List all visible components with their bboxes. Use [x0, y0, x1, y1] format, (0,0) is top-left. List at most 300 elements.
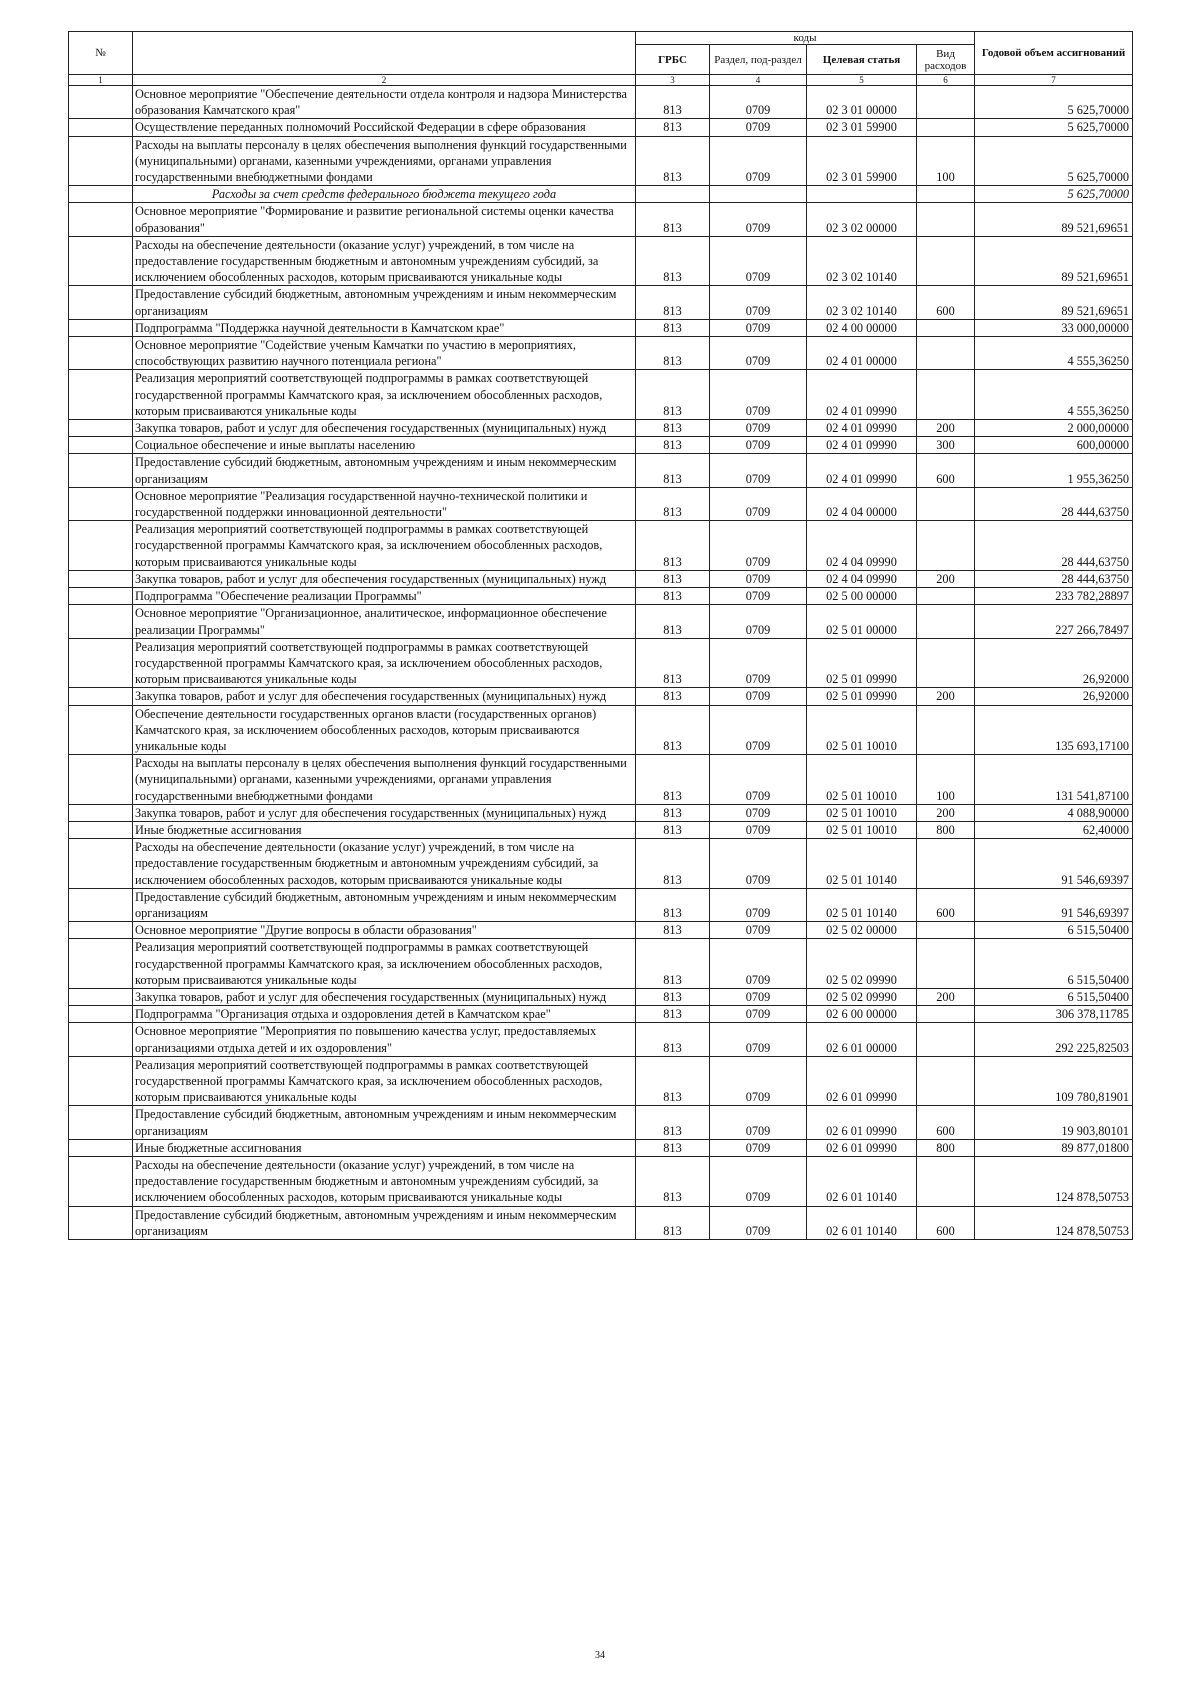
expense-name-cell: Реализация мероприятий соответствующей подпрограммы в рамках соответствующей государственной программы Камчатского края, за исключением обособленных расходов, которым присваиваются уникальные коды	[133, 638, 636, 688]
expense-name-cell: Социальное обеспечение и иные выплаты населению	[133, 437, 636, 454]
grbs-cell: 813	[636, 588, 710, 605]
row-number-cell	[69, 605, 133, 638]
target-article-cell: 02 6 01 00000	[807, 1023, 917, 1056]
expense-name-cell: Реализация мероприятий соответствующей подпрограммы в рамках соответствующей государственной программы Камчатского края, за исключением обособленных расходов, которым присваиваются уникальные коды	[133, 370, 636, 420]
amount-cell: 600,00000	[975, 437, 1133, 454]
expense-name-cell: Закупка товаров, работ и услуг для обеспечения государственных (муниципальных) нужд	[133, 420, 636, 437]
expense-name-cell: Подпрограмма "Поддержка научной деятельности в Камчатском крае"	[133, 319, 636, 336]
row-number-cell	[69, 939, 133, 989]
section-cell: 0709	[710, 804, 807, 821]
amount-cell: 4 555,36250	[975, 337, 1133, 370]
expense-name-cell: Закупка товаров, работ и услуг для обеспечения государственных (муниципальных) нужд	[133, 570, 636, 587]
expense-type-cell: 600	[917, 888, 975, 921]
grbs-cell: 813	[636, 1023, 710, 1056]
expense-name-cell: Подпрограмма "Обеспечение реализации Программы"	[133, 588, 636, 605]
federal-budget-note: Расходы за счет средств федерального бюджета текущего года	[133, 186, 636, 203]
amount-cell: 2 000,00000	[975, 420, 1133, 437]
amount-cell: 4 088,90000	[975, 804, 1133, 821]
expense-type-cell	[917, 370, 975, 420]
grbs-cell: 813	[636, 922, 710, 939]
row-number-cell	[69, 705, 133, 755]
expense-name-cell: Расходы на обеспечение деятельности (оказание услуг) учреждений, в том числе на предоставление государственным бюджетным и автономным учреждениям субсидий, за исключением обособленных расходов, которым присваиваются уникальные коды	[133, 236, 636, 286]
row-number-cell	[69, 286, 133, 319]
expense-type-cell	[917, 487, 975, 520]
table-row	[69, 236, 1133, 286]
table-row	[69, 454, 1133, 487]
section-cell: 0709	[710, 922, 807, 939]
row-number-cell	[69, 487, 133, 520]
table-row	[69, 437, 1133, 454]
expense-type-cell: 800	[917, 821, 975, 838]
amount-cell: 4 555,36250	[975, 370, 1133, 420]
expense-type-cell	[917, 521, 975, 571]
section-cell: 0709	[710, 437, 807, 454]
amount-cell: 6 515,50400	[975, 939, 1133, 989]
expense-name-cell: Реализация мероприятий соответствующей подпрограммы в рамках соответствующей государственной программы Камчатского края, за исключением обособленных расходов, которым присваиваются уникальные коды	[133, 1056, 636, 1106]
amount-cell: 5 625,70000	[975, 136, 1133, 186]
row-number-cell	[69, 755, 133, 805]
table-row	[69, 1056, 1133, 1106]
table-row	[69, 203, 1133, 236]
section-cell: 0709	[710, 821, 807, 838]
section-cell: 0709	[710, 203, 807, 236]
grbs-cell: 813	[636, 839, 710, 889]
table-row	[69, 638, 1133, 688]
expense-name-cell: Предоставление субсидий бюджетным, автономным учреждениям и иным некоммерческим организациям	[133, 286, 636, 319]
row-number-cell	[69, 454, 133, 487]
target-article-cell: 02 5 01 10010	[807, 821, 917, 838]
column-index: 3	[636, 75, 710, 86]
table-row	[69, 605, 1133, 638]
expense-type-cell	[917, 1157, 975, 1207]
row-number-cell	[69, 319, 133, 336]
target-article-cell: 02 5 01 10010	[807, 705, 917, 755]
target-article-cell: 02 3 02 10140	[807, 286, 917, 319]
section-cell: 0709	[710, 755, 807, 805]
grbs-cell: 813	[636, 437, 710, 454]
section-cell: 0709	[710, 1106, 807, 1139]
target-article-cell: 02 3 02 00000	[807, 203, 917, 236]
row-number-cell	[69, 888, 133, 921]
amount-cell: 233 782,28897	[975, 588, 1133, 605]
amount-cell: 89 521,69651	[975, 236, 1133, 286]
row-number-cell	[69, 839, 133, 889]
table-row	[69, 487, 1133, 520]
target-article-cell: 02 3 02 10140	[807, 236, 917, 286]
expense-name-cell: Реализация мероприятий соответствующей подпрограммы в рамках соответствующей государственной программы Камчатского края, за исключением обособленных расходов, которым присваиваются уникальные коды	[133, 939, 636, 989]
table-row	[69, 821, 1133, 838]
section-cell: 0709	[710, 1157, 807, 1207]
expense-type-cell	[917, 319, 975, 336]
grbs-cell: 813	[636, 638, 710, 688]
section-cell: 0709	[710, 638, 807, 688]
table-row	[69, 588, 1133, 605]
row-number-cell	[69, 821, 133, 838]
expense-type-cell	[917, 236, 975, 286]
expense-name-cell: Основное мероприятие "Организационное, аналитическое, информационное обеспечение реализации Программы"	[133, 605, 636, 638]
expense-name-cell: Основное мероприятие "Формирование и развитие региональной системы оценки качества образования"	[133, 203, 636, 236]
expense-name-cell: Расходы на выплаты персоналу в целях обеспечения выполнения функций государственными (муниципальными) органами, казенными учреждениями, органами управления государственными внебюджетными фондами	[133, 755, 636, 805]
section-cell: 0709	[710, 839, 807, 889]
table-row	[69, 922, 1133, 939]
row-number-cell	[69, 1157, 133, 1207]
grbs-cell: 813	[636, 319, 710, 336]
grbs-cell: 813	[636, 337, 710, 370]
row-number-cell	[69, 521, 133, 571]
table-row	[69, 420, 1133, 437]
expense-type-cell: 200	[917, 988, 975, 1005]
grbs-cell: 813	[636, 570, 710, 587]
expense-type-cell	[917, 119, 975, 136]
amount-cell: 109 780,81901	[975, 1056, 1133, 1106]
grbs-cell: 813	[636, 136, 710, 186]
expense-type-cell	[917, 337, 975, 370]
amount-cell: 89 521,69651	[975, 286, 1133, 319]
section-cell: 0709	[710, 1206, 807, 1239]
grbs-cell: 813	[636, 1139, 710, 1156]
amount-cell: 89 877,01800	[975, 1139, 1133, 1156]
amount-cell: 5 625,70000	[975, 86, 1133, 119]
grbs-cell: 813	[636, 605, 710, 638]
section-cell: 0709	[710, 521, 807, 571]
target-article-cell: 02 5 01 10140	[807, 888, 917, 921]
section-cell: 0709	[710, 939, 807, 989]
section-cell: 0709	[710, 1139, 807, 1156]
grbs-cell: 813	[636, 688, 710, 705]
expense-name-cell: Иные бюджетные ассигнования	[133, 1139, 636, 1156]
grbs-cell: 813	[636, 454, 710, 487]
amount-cell: 124 878,50753	[975, 1157, 1133, 1207]
target-article-cell: 02 6 01 10140	[807, 1157, 917, 1207]
row-number-cell	[69, 988, 133, 1005]
grbs-cell: 813	[636, 236, 710, 286]
expense-type-cell	[917, 203, 975, 236]
grbs-cell: 813	[636, 988, 710, 1005]
amount-cell: 26,92000	[975, 638, 1133, 688]
amount-cell: 5 625,70000	[975, 119, 1133, 136]
amount-cell: 5 625,70000	[975, 186, 1133, 203]
amount-cell: 62,40000	[975, 821, 1133, 838]
amount-cell: 227 266,78497	[975, 605, 1133, 638]
section-cell: 0709	[710, 988, 807, 1005]
target-article-cell: 02 3 01 00000	[807, 86, 917, 119]
target-article-cell: 02 4 01 09990	[807, 370, 917, 420]
amount-cell: 292 225,82503	[975, 1023, 1133, 1056]
table-row	[69, 755, 1133, 805]
table-row	[69, 888, 1133, 921]
grbs-cell: 813	[636, 1106, 710, 1139]
section-cell: 0709	[710, 688, 807, 705]
target-article-cell: 02 4 04 09990	[807, 521, 917, 571]
table-row	[69, 119, 1133, 136]
expense-name-cell: Реализация мероприятий соответствующей подпрограммы в рамках соответствующей государственной программы Камчатского края, за исключением обособленных расходов, которым присваиваются уникальные коды	[133, 521, 636, 571]
row-number-cell	[69, 688, 133, 705]
expense-name-cell: Расходы на обеспечение деятельности (оказание услуг) учреждений, в том числе на предоставление государственным бюджетным и автономным учреждениям субсидий, за исключением обособленных расходов, которым присваиваются уникальные коды	[133, 1157, 636, 1207]
amount-cell: 6 515,50400	[975, 988, 1133, 1005]
row-number-cell	[69, 186, 133, 203]
expense-type-cell: 600	[917, 454, 975, 487]
grbs-cell: 813	[636, 203, 710, 236]
expense-type-cell	[917, 839, 975, 889]
amount-cell: 91 546,69397	[975, 888, 1133, 921]
grbs-cell: 813	[636, 119, 710, 136]
table-row	[69, 1006, 1133, 1023]
target-article-cell: 02 3 01 59900	[807, 119, 917, 136]
row-number-cell	[69, 570, 133, 587]
column-index: 6	[917, 75, 975, 86]
row-number-cell	[69, 119, 133, 136]
header-expense-type: Вид расходов	[917, 45, 975, 75]
header-grbs: ГРБС	[636, 45, 710, 75]
row-number-cell	[69, 337, 133, 370]
target-article-cell: 02 4 04 09990	[807, 570, 917, 587]
grbs-cell: 813	[636, 420, 710, 437]
amount-cell: 19 903,80101	[975, 1106, 1133, 1139]
grbs-cell: 813	[636, 286, 710, 319]
section-cell: 0709	[710, 570, 807, 587]
expense-type-cell	[917, 605, 975, 638]
amount-cell: 33 000,00000	[975, 319, 1133, 336]
section-cell	[710, 186, 807, 203]
amount-cell: 91 546,69397	[975, 839, 1133, 889]
amount-cell: 306 378,11785	[975, 1006, 1133, 1023]
grbs-cell: 813	[636, 1056, 710, 1106]
expense-type-cell	[917, 1056, 975, 1106]
section-cell: 0709	[710, 1056, 807, 1106]
target-article-cell: 02 4 01 09990	[807, 420, 917, 437]
budget-table-sheet	[68, 31, 1132, 1240]
column-index: 1	[69, 75, 133, 86]
table-row	[69, 804, 1133, 821]
expense-type-cell: 600	[917, 1106, 975, 1139]
expense-type-cell: 100	[917, 755, 975, 805]
target-article-cell: 02 5 02 00000	[807, 922, 917, 939]
section-cell: 0709	[710, 588, 807, 605]
grbs-cell: 813	[636, 939, 710, 989]
expense-type-cell: 600	[917, 1206, 975, 1239]
expense-name-cell: Расходы на выплаты персоналу в целях обеспечения выполнения функций государственными (муниципальными) органами, казенными учреждениями, органами управления государственными внебюджетными фондами	[133, 136, 636, 186]
amount-cell: 124 878,50753	[975, 1206, 1133, 1239]
expense-name-cell: Иные бюджетные ассигнования	[133, 821, 636, 838]
table-row	[69, 86, 1133, 119]
header-annual-volume: Годовой объем ассигнований	[975, 32, 1133, 75]
table-row	[69, 705, 1133, 755]
target-article-cell: 02 4 00 00000	[807, 319, 917, 336]
grbs-cell: 813	[636, 521, 710, 571]
section-cell: 0709	[710, 136, 807, 186]
grbs-cell: 813	[636, 370, 710, 420]
table-row	[69, 1106, 1133, 1139]
amount-cell: 28 444,63750	[975, 521, 1133, 571]
expense-type-cell	[917, 939, 975, 989]
target-article-cell: 02 5 01 10140	[807, 839, 917, 889]
target-article-cell: 02 5 02 09990	[807, 939, 917, 989]
table-row	[69, 570, 1133, 587]
section-cell: 0709	[710, 487, 807, 520]
table-row	[69, 186, 1133, 203]
section-cell: 0709	[710, 705, 807, 755]
row-number-cell	[69, 1139, 133, 1156]
target-article-cell: 02 6 00 00000	[807, 1006, 917, 1023]
expense-type-cell	[917, 588, 975, 605]
target-article-cell: 02 4 01 09990	[807, 454, 917, 487]
table-row	[69, 1157, 1133, 1207]
section-cell: 0709	[710, 888, 807, 921]
grbs-cell: 813	[636, 1206, 710, 1239]
row-number-cell	[69, 1056, 133, 1106]
column-index: 4	[710, 75, 807, 86]
header-section: Раздел, под-раздел	[710, 45, 807, 75]
row-number-cell	[69, 922, 133, 939]
expense-type-cell: 200	[917, 570, 975, 587]
header-name	[133, 32, 636, 75]
section-cell: 0709	[710, 420, 807, 437]
amount-cell: 28 444,63750	[975, 487, 1133, 520]
table-row	[69, 1206, 1133, 1239]
table-row	[69, 839, 1133, 889]
expense-type-cell: 100	[917, 136, 975, 186]
expense-name-cell: Подпрограмма "Организация отдыха и оздоровления детей в Камчатском крае"	[133, 1006, 636, 1023]
amount-cell: 26,92000	[975, 688, 1133, 705]
expense-type-cell	[917, 705, 975, 755]
section-cell: 0709	[710, 337, 807, 370]
target-article-cell: 02 3 01 59900	[807, 136, 917, 186]
section-cell: 0709	[710, 236, 807, 286]
table-row	[69, 319, 1133, 336]
column-index-row	[69, 75, 1133, 86]
amount-cell: 89 521,69651	[975, 203, 1133, 236]
table-row	[69, 1139, 1133, 1156]
expense-name-cell: Предоставление субсидий бюджетным, автономным учреждениям и иным некоммерческим организациям	[133, 1206, 636, 1239]
target-article-cell: 02 4 01 00000	[807, 337, 917, 370]
row-number-cell	[69, 588, 133, 605]
expense-type-cell	[917, 1023, 975, 1056]
expense-type-cell	[917, 922, 975, 939]
row-number-cell	[69, 420, 133, 437]
row-number-cell	[69, 437, 133, 454]
expense-type-cell	[917, 1006, 975, 1023]
amount-cell: 6 515,50400	[975, 922, 1133, 939]
table-row	[69, 521, 1133, 571]
target-article-cell: 02 5 01 00000	[807, 605, 917, 638]
page-number: 34	[595, 1650, 605, 1661]
target-article-cell: 02 6 01 10140	[807, 1206, 917, 1239]
expense-name-cell: Закупка товаров, работ и услуг для обеспечения государственных (муниципальных) нужд	[133, 688, 636, 705]
target-article-cell: 02 4 01 09990	[807, 437, 917, 454]
grbs-cell	[636, 186, 710, 203]
expense-name-cell: Предоставление субсидий бюджетным, автономным учреждениям и иным некоммерческим организациям	[133, 888, 636, 921]
target-article-cell: 02 6 01 09990	[807, 1139, 917, 1156]
expense-name-cell: Основное мероприятие "Содействие ученым Камчатки по участию в мероприятиях, способствующих развитию научного потенциала региона"	[133, 337, 636, 370]
section-cell: 0709	[710, 286, 807, 319]
expense-type-cell: 200	[917, 420, 975, 437]
table-row	[69, 136, 1133, 186]
target-article-cell: 02 5 01 10010	[807, 804, 917, 821]
table-row	[69, 988, 1133, 1005]
table-row	[69, 337, 1133, 370]
grbs-cell: 813	[636, 1157, 710, 1207]
table-row	[69, 688, 1133, 705]
budget-allocation-table	[68, 31, 1133, 1240]
target-article-cell	[807, 186, 917, 203]
amount-cell: 28 444,63750	[975, 570, 1133, 587]
grbs-cell: 813	[636, 804, 710, 821]
amount-cell: 135 693,17100	[975, 705, 1133, 755]
target-article-cell: 02 5 00 00000	[807, 588, 917, 605]
target-article-cell: 02 5 02 09990	[807, 988, 917, 1005]
section-cell: 0709	[710, 319, 807, 336]
expense-type-cell: 200	[917, 688, 975, 705]
row-number-cell	[69, 370, 133, 420]
expense-type-cell: 800	[917, 1139, 975, 1156]
row-number-cell	[69, 86, 133, 119]
expense-name-cell: Закупка товаров, работ и услуг для обеспечения государственных (муниципальных) нужд	[133, 804, 636, 821]
row-number-cell	[69, 236, 133, 286]
expense-name-cell: Предоставление субсидий бюджетным, автономным учреждениям и иным некоммерческим организациям	[133, 454, 636, 487]
expense-type-cell: 300	[917, 437, 975, 454]
amount-cell: 131 541,87100	[975, 755, 1133, 805]
target-article-cell: 02 5 01 09990	[807, 688, 917, 705]
section-cell: 0709	[710, 1006, 807, 1023]
section-cell: 0709	[710, 1023, 807, 1056]
section-cell: 0709	[710, 370, 807, 420]
section-cell: 0709	[710, 86, 807, 119]
grbs-cell: 813	[636, 487, 710, 520]
row-number-cell	[69, 203, 133, 236]
column-index: 2	[133, 75, 636, 86]
expense-type-cell: 200	[917, 804, 975, 821]
expense-name-cell: Предоставление субсидий бюджетным, автономным учреждениям и иным некоммерческим организациям	[133, 1106, 636, 1139]
target-article-cell: 02 4 04 00000	[807, 487, 917, 520]
table-row	[69, 286, 1133, 319]
expense-name-cell: Основное мероприятие "Мероприятия по повышению качества услуг, предоставляемых организациями отдыха детей и их оздоровления"	[133, 1023, 636, 1056]
grbs-cell: 813	[636, 86, 710, 119]
table-body	[69, 86, 1133, 1240]
expense-name-cell: Закупка товаров, работ и услуг для обеспечения государственных (муниципальных) нужд	[133, 988, 636, 1005]
grbs-cell: 813	[636, 1006, 710, 1023]
expense-type-cell: 600	[917, 286, 975, 319]
row-number-cell	[69, 136, 133, 186]
grbs-cell: 813	[636, 705, 710, 755]
row-number-cell	[69, 1006, 133, 1023]
expense-type-cell	[917, 86, 975, 119]
row-number-cell	[69, 804, 133, 821]
section-cell: 0709	[710, 605, 807, 638]
expense-type-cell	[917, 638, 975, 688]
expense-name-cell: Расходы на обеспечение деятельности (оказание услуг) учреждений, в том числе на предоставление государственным бюджетным и автономным учреждениям субсидий, за исключением обособленных расходов, которым присваиваются уникальные коды	[133, 839, 636, 889]
row-number-cell	[69, 1106, 133, 1139]
table-row	[69, 1023, 1133, 1056]
column-index: 7	[975, 75, 1133, 86]
expense-name-cell: Основное мероприятие "Реализация государственной научно-технической политики и государственной поддержки инновационной деятельности"	[133, 487, 636, 520]
target-article-cell: 02 5 01 09990	[807, 638, 917, 688]
grbs-cell: 813	[636, 888, 710, 921]
target-article-cell: 02 6 01 09990	[807, 1106, 917, 1139]
column-index: 5	[807, 75, 917, 86]
amount-cell: 1 955,36250	[975, 454, 1133, 487]
header-codes: коды	[636, 32, 975, 45]
row-number-cell	[69, 638, 133, 688]
table-row	[69, 939, 1133, 989]
table-row	[69, 370, 1133, 420]
expense-type-cell	[917, 186, 975, 203]
expense-name-cell: Обеспечение деятельности государственных органов власти (государственных органов) Камчатского края, за исключением обособленных расходов, которым присваиваются уникальные коды	[133, 705, 636, 755]
grbs-cell: 813	[636, 755, 710, 805]
grbs-cell: 813	[636, 821, 710, 838]
header-target-article: Целевая статья	[807, 45, 917, 75]
expense-name-cell: Осуществление переданных полномочий Российской Федерации в сфере образования	[133, 119, 636, 136]
header-number: №	[69, 32, 133, 75]
